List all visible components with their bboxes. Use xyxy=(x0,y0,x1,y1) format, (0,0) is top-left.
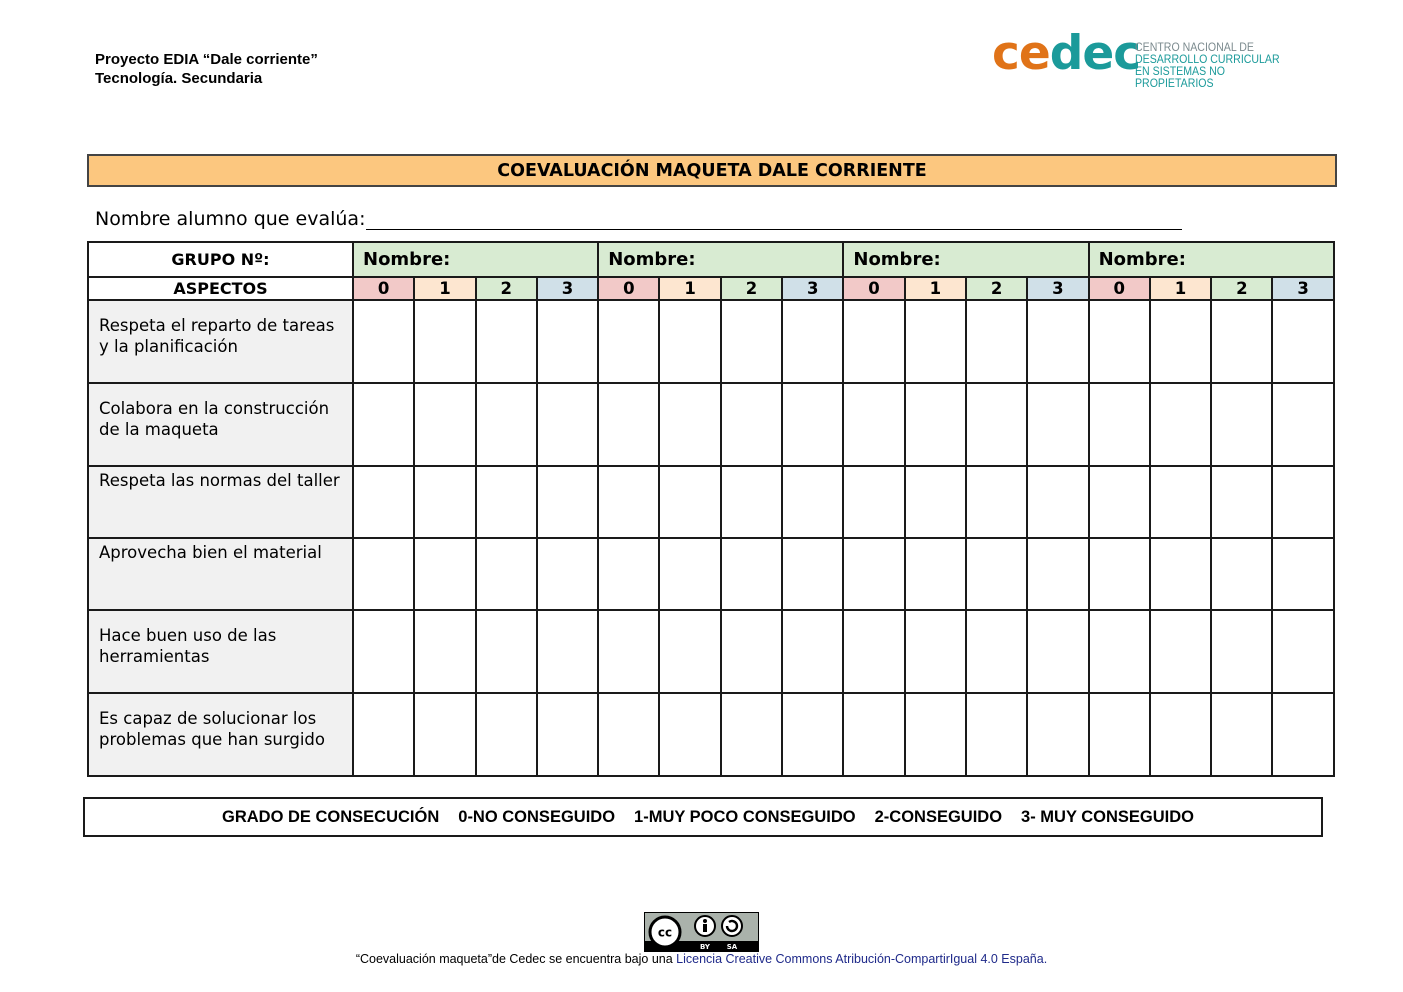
legend-title: GRADO DE CONSECUCIÓN xyxy=(222,807,440,826)
score-cell[interactable] xyxy=(843,693,904,776)
score-header: 2 xyxy=(721,277,782,300)
score-cell[interactable] xyxy=(1211,538,1272,610)
score-cell[interactable] xyxy=(1272,300,1333,383)
legend-item: 3- MUY CONSEGUIDO xyxy=(1021,807,1195,826)
score-cell[interactable] xyxy=(721,693,782,776)
aspect-label: Colabora en la construcción de la maqueta xyxy=(88,383,353,466)
score-cell[interactable] xyxy=(659,538,720,610)
score-cell[interactable] xyxy=(1211,610,1272,693)
student-name-header[interactable]: Nombre: xyxy=(1089,242,1334,277)
score-cell[interactable] xyxy=(353,693,414,776)
table-row xyxy=(88,383,1334,466)
project-title: Proyecto EDIA “Dale corriente” xyxy=(95,51,318,68)
score-cell[interactable] xyxy=(353,466,414,538)
score-header: 3 xyxy=(1272,277,1333,300)
license-link[interactable]: Licencia Creative Commons Atribución-CompartirIgual 4.0 España. xyxy=(676,952,1048,966)
score-header: 1 xyxy=(659,277,720,300)
score-cell[interactable] xyxy=(353,538,414,610)
score-cell[interactable] xyxy=(537,538,598,610)
score-cell[interactable] xyxy=(598,610,659,693)
score-cell[interactable] xyxy=(966,610,1027,693)
score-cell[interactable] xyxy=(1150,693,1211,776)
score-header: 2 xyxy=(1211,277,1272,300)
score-cell[interactable] xyxy=(1150,466,1211,538)
aspect-label: Respeta las normas del taller xyxy=(88,466,353,538)
score-cell[interactable] xyxy=(1150,300,1211,383)
score-cell[interactable] xyxy=(843,610,904,693)
score-cell[interactable] xyxy=(659,610,720,693)
score-cell[interactable] xyxy=(598,466,659,538)
coevaluation-table xyxy=(87,241,1335,777)
score-header: 1 xyxy=(1150,277,1211,300)
score-cell[interactable] xyxy=(414,300,475,383)
logo-word: cedec xyxy=(992,26,1141,81)
score-cell[interactable] xyxy=(659,466,720,538)
student-name-header[interactable]: Nombre: xyxy=(843,242,1088,277)
score-cell[interactable] xyxy=(537,383,598,466)
score-cell[interactable] xyxy=(782,538,843,610)
group-label: GRUPO Nº: xyxy=(88,242,353,277)
score-cell[interactable] xyxy=(1272,538,1333,610)
score-cell[interactable] xyxy=(659,693,720,776)
score-cell[interactable] xyxy=(414,383,475,466)
score-cell[interactable] xyxy=(1211,693,1272,776)
score-header: 0 xyxy=(598,277,659,300)
score-cell[interactable] xyxy=(721,466,782,538)
score-cell[interactable] xyxy=(598,693,659,776)
score-header: 2 xyxy=(966,277,1027,300)
svg-text:SA: SA xyxy=(726,943,738,951)
score-cell[interactable] xyxy=(843,383,904,466)
table-row xyxy=(88,538,1334,610)
creative-commons-badge xyxy=(644,912,759,952)
svg-text:cc: cc xyxy=(657,925,673,940)
score-cell[interactable] xyxy=(843,538,904,610)
score-cell[interactable] xyxy=(966,383,1027,466)
score-cell[interactable] xyxy=(476,693,537,776)
score-cell[interactable] xyxy=(1272,466,1333,538)
score-cell[interactable] xyxy=(1089,693,1150,776)
aspect-label: Respeta el reparto de tareas y la planificación xyxy=(88,300,353,383)
score-cell[interactable] xyxy=(659,300,720,383)
svg-text:BY: BY xyxy=(699,943,711,951)
score-cell[interactable] xyxy=(659,383,720,466)
license-text: “Coevaluación maqueta”de Cedec se encuentra bajo una xyxy=(355,952,677,966)
legend-bar xyxy=(83,797,1323,837)
score-header: 3 xyxy=(782,277,843,300)
score-cell[interactable] xyxy=(537,610,598,693)
score-cell[interactable] xyxy=(1089,610,1150,693)
score-cell[interactable] xyxy=(537,466,598,538)
evaluator-name-line[interactable] xyxy=(366,209,1182,230)
table-row xyxy=(88,693,1334,776)
score-cell[interactable] xyxy=(1211,300,1272,383)
score-cell[interactable] xyxy=(1150,538,1211,610)
score-cell[interactable] xyxy=(721,610,782,693)
score-cell[interactable] xyxy=(1027,610,1088,693)
score-cell[interactable] xyxy=(476,300,537,383)
legend-item: 1-MUY POCO CONSEGUIDO xyxy=(634,807,856,826)
score-header: 3 xyxy=(1027,277,1088,300)
score-cell[interactable] xyxy=(843,300,904,383)
score-cell[interactable] xyxy=(782,693,843,776)
aspect-label: Aprovecha bien el material xyxy=(88,538,353,610)
score-cell[interactable] xyxy=(966,538,1027,610)
score-cell[interactable] xyxy=(905,300,966,383)
score-header: 0 xyxy=(1089,277,1150,300)
score-cell[interactable] xyxy=(598,383,659,466)
score-cell[interactable] xyxy=(1027,693,1088,776)
score-cell[interactable] xyxy=(1089,383,1150,466)
score-cell[interactable] xyxy=(476,610,537,693)
aspect-label: Hace buen uso de las herramientas xyxy=(88,610,353,693)
score-header: 0 xyxy=(843,277,904,300)
document-header xyxy=(95,50,318,88)
score-cell[interactable] xyxy=(353,300,414,383)
score-cell[interactable] xyxy=(966,693,1027,776)
score-cell[interactable] xyxy=(1027,300,1088,383)
score-cell[interactable] xyxy=(782,610,843,693)
score-cell[interactable] xyxy=(721,538,782,610)
legend-item: 2-CONSEGUIDO xyxy=(874,807,1003,826)
score-cell[interactable] xyxy=(414,466,475,538)
aspects-label: ASPECTOS xyxy=(88,277,353,300)
subject-line: Tecnología. Secundaria xyxy=(95,70,263,87)
aspect-label: Es capaz de solucionar los problemas que han surgido xyxy=(88,693,353,776)
legend-item: 0-NO CONSEGUIDO xyxy=(458,807,616,826)
evaluator-name-field xyxy=(95,208,1182,230)
score-cell[interactable] xyxy=(1089,300,1150,383)
score-cell[interactable] xyxy=(537,693,598,776)
score-cell[interactable] xyxy=(905,693,966,776)
score-cell[interactable] xyxy=(843,466,904,538)
score-cell[interactable] xyxy=(353,610,414,693)
score-cell[interactable] xyxy=(1211,383,1272,466)
score-cell[interactable] xyxy=(414,610,475,693)
score-cell[interactable] xyxy=(414,693,475,776)
score-header: 1 xyxy=(905,277,966,300)
score-cell[interactable] xyxy=(905,610,966,693)
score-header: 3 xyxy=(537,277,598,300)
score-cell[interactable] xyxy=(905,538,966,610)
score-cell[interactable] xyxy=(905,383,966,466)
score-cell[interactable] xyxy=(782,466,843,538)
license-footer xyxy=(0,952,1403,966)
score-cell[interactable] xyxy=(905,466,966,538)
score-header: 1 xyxy=(414,277,475,300)
student-name-header[interactable]: Nombre: xyxy=(353,242,598,277)
table-row xyxy=(88,466,1334,538)
table-row xyxy=(88,610,1334,693)
score-header: 2 xyxy=(476,277,537,300)
score-cell[interactable] xyxy=(1272,383,1333,466)
score-cell[interactable] xyxy=(1089,538,1150,610)
cedec-logo xyxy=(992,26,1297,90)
score-cell[interactable] xyxy=(721,383,782,466)
score-cell[interactable] xyxy=(966,300,1027,383)
score-header: 0 xyxy=(353,277,414,300)
score-cell[interactable] xyxy=(598,538,659,610)
page-title: COEVALUACIÓN MAQUETA DALE CORRIENTE xyxy=(87,154,1337,187)
score-cell[interactable] xyxy=(966,466,1027,538)
score-cell[interactable] xyxy=(353,383,414,466)
score-cell[interactable] xyxy=(414,538,475,610)
score-cell[interactable] xyxy=(1027,383,1088,466)
cc-by-sa-icon xyxy=(645,913,758,951)
logo-subtitle: CENTRO NACIONAL DE DESARROLLO CURRICULAR EN SISTEMAS NO PROPIETARIOS xyxy=(1135,42,1280,90)
score-cell[interactable] xyxy=(1027,466,1088,538)
score-cell[interactable] xyxy=(476,538,537,610)
table-row xyxy=(88,300,1334,383)
score-cell[interactable] xyxy=(721,300,782,383)
score-cell[interactable] xyxy=(1272,610,1333,693)
score-cell[interactable] xyxy=(1027,538,1088,610)
score-cell[interactable] xyxy=(782,300,843,383)
score-cell[interactable] xyxy=(1272,693,1333,776)
score-cell[interactable] xyxy=(1211,466,1272,538)
score-cell[interactable] xyxy=(476,466,537,538)
score-cell[interactable] xyxy=(537,300,598,383)
score-cell[interactable] xyxy=(1089,466,1150,538)
score-cell[interactable] xyxy=(1150,383,1211,466)
student-name-header[interactable]: Nombre: xyxy=(598,242,843,277)
score-cell[interactable] xyxy=(1150,610,1211,693)
evaluator-label: Nombre alumno que evalúa: xyxy=(95,208,366,230)
score-cell[interactable] xyxy=(598,300,659,383)
score-cell[interactable] xyxy=(782,383,843,466)
score-cell[interactable] xyxy=(476,383,537,466)
